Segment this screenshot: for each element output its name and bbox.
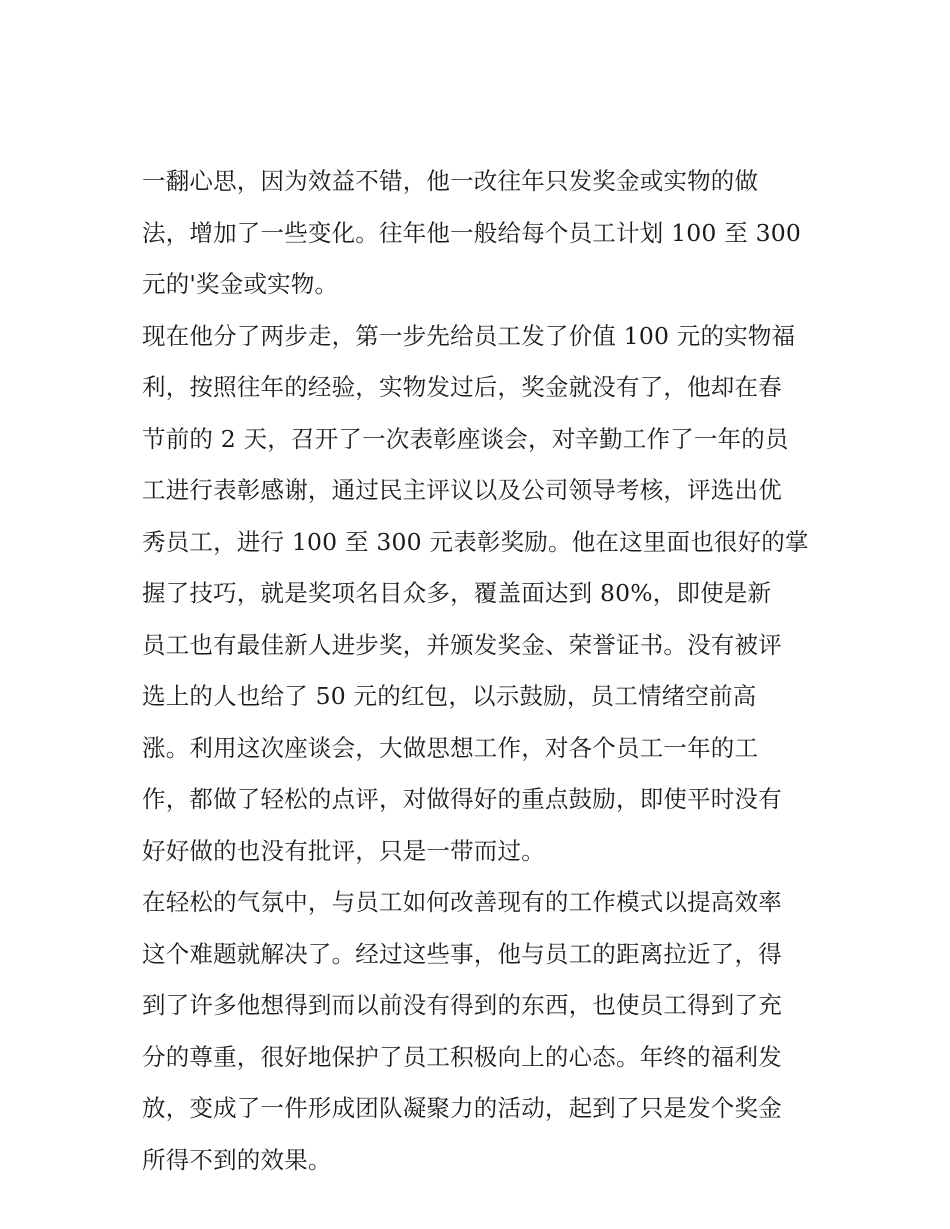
text-line: 元的'奖金或实物。 [142,270,339,298]
text-line: 秀员工，进行 100 至 300 元表彰奖励。他在这里面也很好的掌 [142,527,809,556]
text-line: 利，按照往年的经验，实物发过后，奖金就没有了，他却在春 [142,373,782,401]
text-line: 分的尊重，很好地保护了员工积极向上的心态。年终的福利发 [142,1042,782,1071]
document-body [142,156,812,1186]
text-line: 所得不到的效果。 [142,1145,332,1174]
text-line: 放，变成了一件形成团队凝聚力的活动，起到了只是发个奖金 [142,1094,782,1122]
text-line: 好好做的也没有批评，只是一带而过。 [142,836,545,865]
text-line: 握了技巧，就是奖项名目众多，覆盖面达到 80%，即使是新 [142,579,772,607]
text-line: 节前的 2 天，召开了一次表彰座谈会，对辛勤工作了一年的员 [142,424,789,453]
text-line: 作，都做了轻松的点评，对做得好的重点鼓励，即使平时没有 [142,785,782,813]
text-line: 现在他分了两步走，第一步先给员工发了价值 100 元的实物福 [142,321,796,350]
text-line: 员工也有最佳新人进步奖，并颁发奖金、荣誉证书。没有被评 [142,630,782,659]
text-line: 选上的人也给了 50 元的红包，以示鼓励，员工情绪空前高 [142,682,757,710]
text-line: 工进行表彰感谢，通过民主评议以及公司领导考核，评选出优 [142,476,782,504]
text-line: 法，增加了一些变化。往年他一般给每个员工计划 100 至 300 [142,218,802,247]
text-line: 涨。利用这次座谈会，大做思想工作，对各个员工一年的工 [142,733,759,762]
text-line: 一翻心思，因为效益不错，他一改往年只发奖金或实物的做 [142,167,759,195]
text-line: 这个难题就解决了。经过这些事，他与员工的距离拉近了，得 [142,939,782,968]
text-line: 在轻松的气氛中，与员工如何改善现有的工作模式以提高效率 [142,888,782,916]
text-line: 到了许多他想得到而以前没有得到的东西，也使员工得到了充 [142,991,782,1019]
